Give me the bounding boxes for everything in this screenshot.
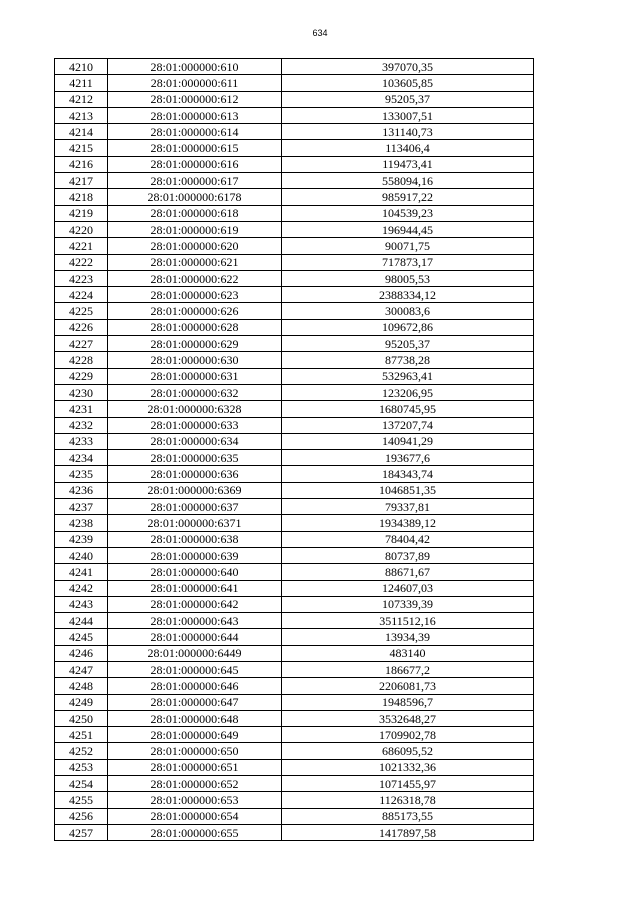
row-number-cell: 4211 <box>55 75 108 91</box>
cadastral-number-cell: 28:01:000000:615 <box>108 140 282 156</box>
table-row <box>55 482 534 498</box>
cadastral-number-cell: 28:01:000000:632 <box>108 384 282 400</box>
table-row <box>55 107 534 123</box>
cadastral-number-cell: 28:01:000000:639 <box>108 547 282 563</box>
table-row <box>55 433 534 449</box>
row-number-cell: 4247 <box>55 661 108 677</box>
row-number-cell: 4222 <box>55 254 108 270</box>
row-number-cell: 4221 <box>55 238 108 254</box>
row-number-cell: 4241 <box>55 564 108 580</box>
table-row <box>55 59 534 75</box>
row-number-cell: 4255 <box>55 792 108 808</box>
row-number-cell: 4238 <box>55 515 108 531</box>
cadastral-number-cell: 28:01:000000:648 <box>108 710 282 726</box>
value-cell: 558094,16 <box>282 173 534 189</box>
table-row <box>55 613 534 629</box>
row-number-cell: 4230 <box>55 384 108 400</box>
row-number-cell: 4242 <box>55 580 108 596</box>
table-row <box>55 401 534 417</box>
table-row <box>55 580 534 596</box>
cadastral-number-cell: 28:01:000000:6371 <box>108 515 282 531</box>
row-number-cell: 4223 <box>55 270 108 286</box>
row-number-cell: 4213 <box>55 107 108 123</box>
value-cell: 186677,2 <box>282 661 534 677</box>
table-row <box>55 221 534 237</box>
table-row <box>55 319 534 335</box>
registry-table-body <box>55 59 534 841</box>
table-row <box>55 156 534 172</box>
table-row <box>55 466 534 482</box>
table-row <box>55 694 534 710</box>
page-number: 634 <box>312 28 328 38</box>
cadastral-number-cell: 28:01:000000:649 <box>108 727 282 743</box>
row-number-cell: 4251 <box>55 727 108 743</box>
row-number-cell: 4245 <box>55 629 108 645</box>
value-cell: 103605,85 <box>282 75 534 91</box>
value-cell: 113406,4 <box>282 140 534 156</box>
cadastral-number-cell: 28:01:000000:634 <box>108 433 282 449</box>
value-cell: 184343,74 <box>282 466 534 482</box>
row-number-cell: 4252 <box>55 743 108 759</box>
value-cell: 1680745,95 <box>282 401 534 417</box>
value-cell: 985917,22 <box>282 189 534 205</box>
table-row <box>55 173 534 189</box>
row-number-cell: 4243 <box>55 596 108 612</box>
row-number-cell: 4249 <box>55 694 108 710</box>
cadastral-number-cell: 28:01:000000:6449 <box>108 645 282 661</box>
row-number-cell: 4220 <box>55 221 108 237</box>
value-cell: 107339,39 <box>282 596 534 612</box>
cadastral-number-cell: 28:01:000000:636 <box>108 466 282 482</box>
table-row <box>55 824 534 840</box>
table-row <box>55 124 534 140</box>
cadastral-number-cell: 28:01:000000:622 <box>108 270 282 286</box>
table-row <box>55 629 534 645</box>
value-cell: 2388334,12 <box>282 287 534 303</box>
cadastral-number-cell: 28:01:000000:630 <box>108 352 282 368</box>
table-row <box>55 515 534 531</box>
cadastral-number-cell: 28:01:000000:619 <box>108 221 282 237</box>
table-row <box>55 287 534 303</box>
row-number-cell: 4224 <box>55 287 108 303</box>
row-number-cell: 4236 <box>55 482 108 498</box>
cadastral-number-cell: 28:01:000000:650 <box>108 743 282 759</box>
cadastral-number-cell: 28:01:000000:610 <box>108 59 282 75</box>
value-cell: 532963,41 <box>282 368 534 384</box>
table-row <box>55 75 534 91</box>
row-number-cell: 4246 <box>55 645 108 661</box>
value-cell: 13934,39 <box>282 629 534 645</box>
row-number-cell: 4256 <box>55 808 108 824</box>
cadastral-number-cell: 28:01:000000:646 <box>108 678 282 694</box>
value-cell: 119473,41 <box>282 156 534 172</box>
value-cell: 1071455,97 <box>282 776 534 792</box>
cadastral-number-cell: 28:01:000000:628 <box>108 319 282 335</box>
value-cell: 1126318,78 <box>282 792 534 808</box>
table-row <box>55 808 534 824</box>
cadastral-number-cell: 28:01:000000:629 <box>108 336 282 352</box>
value-cell: 137207,74 <box>282 417 534 433</box>
cadastral-number-cell: 28:01:000000:645 <box>108 661 282 677</box>
value-cell: 104539,23 <box>282 205 534 221</box>
value-cell: 1709902,78 <box>282 727 534 743</box>
value-cell: 1021332,36 <box>282 759 534 775</box>
table-row <box>55 645 534 661</box>
value-cell: 124607,03 <box>282 580 534 596</box>
table-row <box>55 189 534 205</box>
value-cell: 79337,81 <box>282 499 534 515</box>
row-number-cell: 4240 <box>55 547 108 563</box>
table-row <box>55 417 534 433</box>
value-cell: 1934389,12 <box>282 515 534 531</box>
cadastral-number-cell: 28:01:000000:631 <box>108 368 282 384</box>
table-row <box>55 776 534 792</box>
row-number-cell: 4239 <box>55 531 108 547</box>
table-row <box>55 450 534 466</box>
table-row <box>55 499 534 515</box>
table-row <box>55 678 534 694</box>
cadastral-number-cell: 28:01:000000:612 <box>108 91 282 107</box>
row-number-cell: 4232 <box>55 417 108 433</box>
cadastral-number-cell: 28:01:000000:6178 <box>108 189 282 205</box>
row-number-cell: 4226 <box>55 319 108 335</box>
table-row <box>55 140 534 156</box>
row-number-cell: 4248 <box>55 678 108 694</box>
cadastral-number-cell: 28:01:000000:651 <box>108 759 282 775</box>
value-cell: 98005,53 <box>282 270 534 286</box>
cadastral-number-cell: 28:01:000000:644 <box>108 629 282 645</box>
value-cell: 717873,17 <box>282 254 534 270</box>
cadastral-number-cell: 28:01:000000:6328 <box>108 401 282 417</box>
table-row <box>55 727 534 743</box>
value-cell: 78404,42 <box>282 531 534 547</box>
cadastral-number-cell: 28:01:000000:637 <box>108 499 282 515</box>
value-cell: 95205,37 <box>282 91 534 107</box>
row-number-cell: 4233 <box>55 433 108 449</box>
value-cell: 686095,52 <box>282 743 534 759</box>
row-number-cell: 4257 <box>55 824 108 840</box>
value-cell: 193677,6 <box>282 450 534 466</box>
table-row <box>55 238 534 254</box>
cadastral-number-cell: 28:01:000000:626 <box>108 303 282 319</box>
value-cell: 483140 <box>282 645 534 661</box>
value-cell: 123206,95 <box>282 384 534 400</box>
value-cell: 2206081,73 <box>282 678 534 694</box>
cadastral-number-cell: 28:01:000000:6369 <box>108 482 282 498</box>
row-number-cell: 4219 <box>55 205 108 221</box>
row-number-cell: 4237 <box>55 499 108 515</box>
value-cell: 3511512,16 <box>282 613 534 629</box>
registry-table <box>54 58 534 841</box>
value-cell: 140941,29 <box>282 433 534 449</box>
cadastral-number-cell: 28:01:000000:611 <box>108 75 282 91</box>
value-cell: 1046851,35 <box>282 482 534 498</box>
cadastral-number-cell: 28:01:000000:647 <box>108 694 282 710</box>
table-row <box>55 743 534 759</box>
table-row <box>55 91 534 107</box>
row-number-cell: 4250 <box>55 710 108 726</box>
row-number-cell: 4218 <box>55 189 108 205</box>
row-number-cell: 4212 <box>55 91 108 107</box>
cadastral-number-cell: 28:01:000000:652 <box>108 776 282 792</box>
row-number-cell: 4235 <box>55 466 108 482</box>
value-cell: 1948596,7 <box>282 694 534 710</box>
value-cell: 90071,75 <box>282 238 534 254</box>
row-number-cell: 4216 <box>55 156 108 172</box>
cadastral-number-cell: 28:01:000000:655 <box>108 824 282 840</box>
cadastral-number-cell: 28:01:000000:618 <box>108 205 282 221</box>
row-number-cell: 4225 <box>55 303 108 319</box>
row-number-cell: 4254 <box>55 776 108 792</box>
row-number-cell: 4214 <box>55 124 108 140</box>
cadastral-number-cell: 28:01:000000:654 <box>108 808 282 824</box>
value-cell: 196944,45 <box>282 221 534 237</box>
table-row <box>55 547 534 563</box>
row-number-cell: 4234 <box>55 450 108 466</box>
table-row <box>55 792 534 808</box>
row-number-cell: 4244 <box>55 613 108 629</box>
row-number-cell: 4215 <box>55 140 108 156</box>
table-row <box>55 531 534 547</box>
table-row <box>55 564 534 580</box>
cadastral-number-cell: 28:01:000000:623 <box>108 287 282 303</box>
table-row <box>55 384 534 400</box>
table-row <box>55 759 534 775</box>
value-cell: 885173,55 <box>282 808 534 824</box>
cadastral-number-cell: 28:01:000000:617 <box>108 173 282 189</box>
value-cell: 109672,86 <box>282 319 534 335</box>
cadastral-number-cell: 28:01:000000:614 <box>108 124 282 140</box>
table-row <box>55 596 534 612</box>
cadastral-number-cell: 28:01:000000:642 <box>108 596 282 612</box>
value-cell: 397070,35 <box>282 59 534 75</box>
table-row <box>55 710 534 726</box>
row-number-cell: 4253 <box>55 759 108 775</box>
cadastral-number-cell: 28:01:000000:620 <box>108 238 282 254</box>
table-row <box>55 254 534 270</box>
cadastral-number-cell: 28:01:000000:638 <box>108 531 282 547</box>
cadastral-number-cell: 28:01:000000:621 <box>108 254 282 270</box>
table-row <box>55 205 534 221</box>
row-number-cell: 4217 <box>55 173 108 189</box>
table-row <box>55 336 534 352</box>
value-cell: 87738,28 <box>282 352 534 368</box>
value-cell: 95205,37 <box>282 336 534 352</box>
value-cell: 133007,51 <box>282 107 534 123</box>
value-cell: 3532648,27 <box>282 710 534 726</box>
table-row <box>55 368 534 384</box>
cadastral-number-cell: 28:01:000000:640 <box>108 564 282 580</box>
cadastral-number-cell: 28:01:000000:633 <box>108 417 282 433</box>
cadastral-number-cell: 28:01:000000:635 <box>108 450 282 466</box>
value-cell: 131140,73 <box>282 124 534 140</box>
table-row <box>55 270 534 286</box>
row-number-cell: 4231 <box>55 401 108 417</box>
value-cell: 1417897,58 <box>282 824 534 840</box>
row-number-cell: 4229 <box>55 368 108 384</box>
cadastral-number-cell: 28:01:000000:613 <box>108 107 282 123</box>
value-cell: 80737,89 <box>282 547 534 563</box>
table-row <box>55 661 534 677</box>
row-number-cell: 4228 <box>55 352 108 368</box>
row-number-cell: 4227 <box>55 336 108 352</box>
table-row <box>55 303 534 319</box>
row-number-cell: 4210 <box>55 59 108 75</box>
value-cell: 88671,67 <box>282 564 534 580</box>
cadastral-number-cell: 28:01:000000:616 <box>108 156 282 172</box>
table-row <box>55 352 534 368</box>
cadastral-number-cell: 28:01:000000:653 <box>108 792 282 808</box>
cadastral-number-cell: 28:01:000000:643 <box>108 613 282 629</box>
cadastral-number-cell: 28:01:000000:641 <box>108 580 282 596</box>
value-cell: 300083,6 <box>282 303 534 319</box>
